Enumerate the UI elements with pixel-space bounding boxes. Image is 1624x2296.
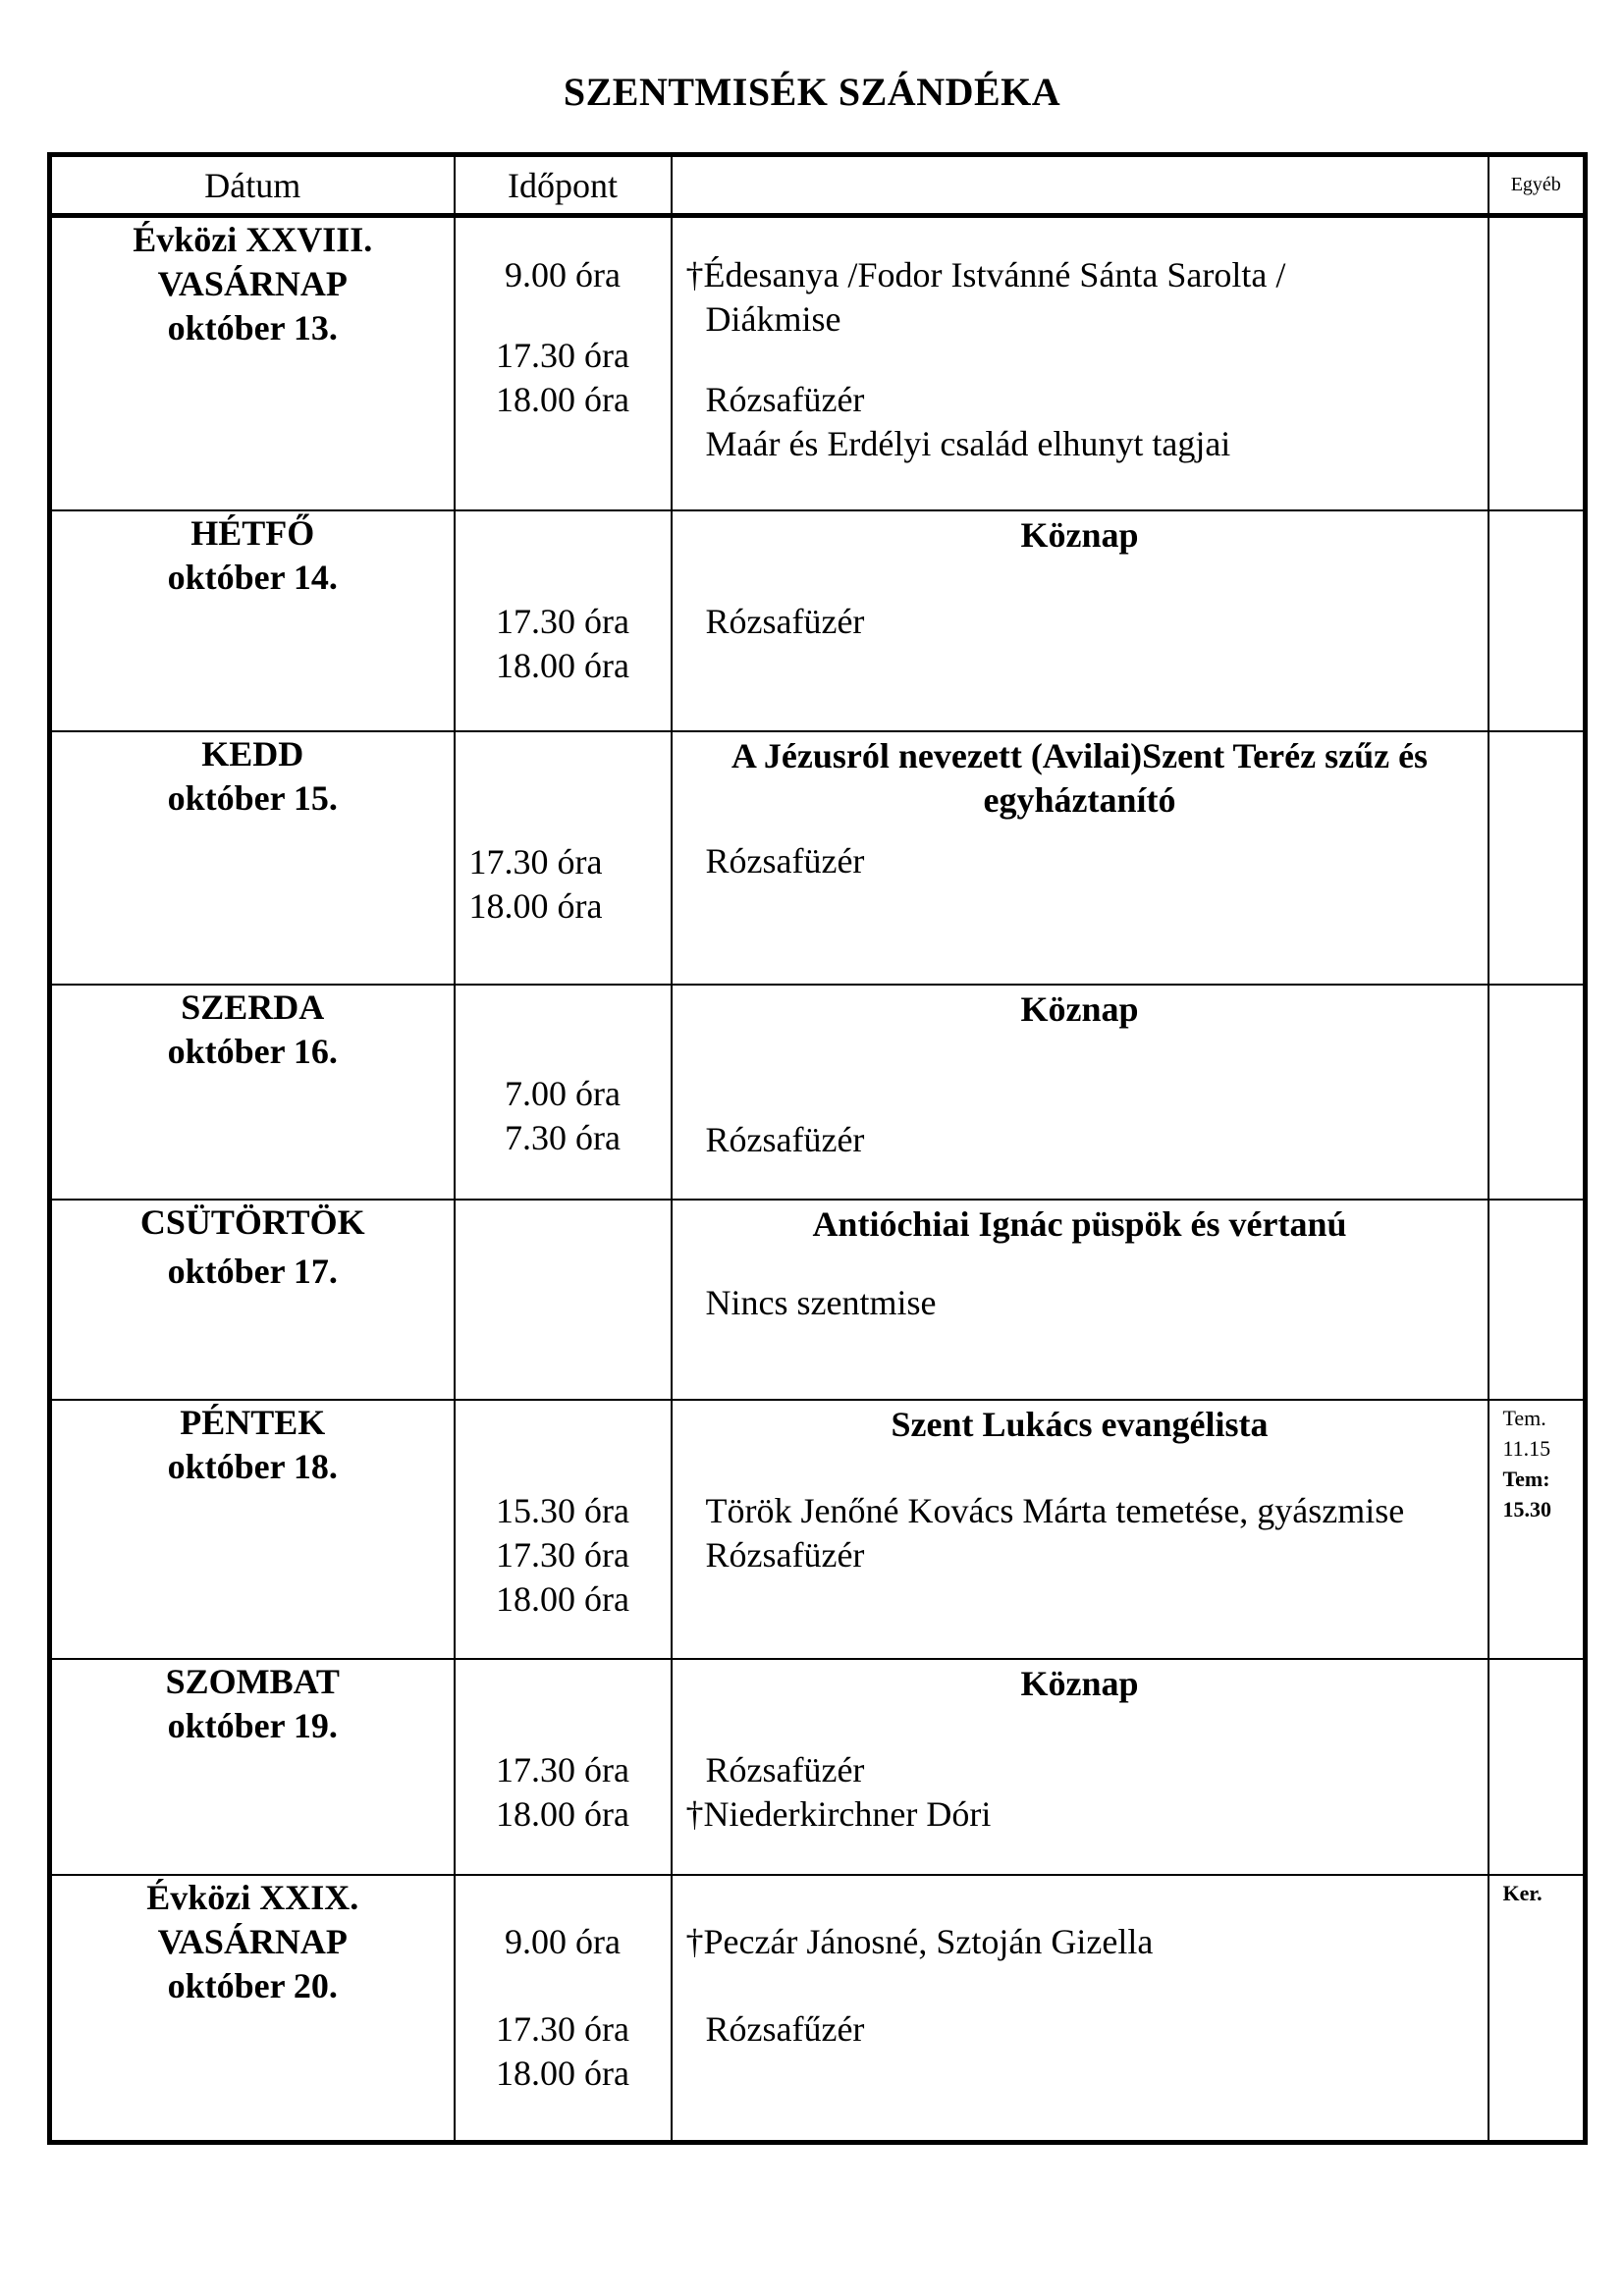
- intention-line: Rózsafüzér: [705, 840, 865, 881]
- table-row: [50, 1659, 1586, 1875]
- mass-schedule-table: [47, 152, 1588, 2145]
- intention-line: †Édesanya /Fodor Istvánné Sánta Sarolta /: [685, 255, 1286, 294]
- notes-cell: [1489, 1200, 1586, 1400]
- intention-cell: [672, 216, 1489, 510]
- day-name: SZOMBAT: [165, 1661, 340, 1701]
- day-cell: [50, 510, 455, 731]
- time-entry: 18.00 óra: [496, 1578, 629, 1619]
- header-content: [672, 155, 1489, 216]
- intention-cell: [672, 1400, 1489, 1659]
- time-entry: 18.00 óra: [468, 885, 603, 926]
- day-date: október 20.: [167, 1965, 338, 2005]
- time-entry: 7.00 óra: [505, 1073, 621, 1113]
- day-name: HÉTFŐ: [190, 512, 315, 553]
- time-entry: 17.30 óra: [496, 601, 629, 641]
- table-row: [50, 985, 1586, 1200]
- feast-title: Köznap: [1020, 988, 1139, 1029]
- time-entry: 18.00 óra: [496, 1793, 629, 1834]
- intention-cell: [672, 1200, 1489, 1400]
- notes-cell: [1489, 1659, 1586, 1875]
- day-name: CSÜTÖRTÖK: [139, 1201, 365, 1242]
- day-name: PÉNTEK: [180, 1402, 326, 1442]
- feast-title: Köznap: [1020, 514, 1139, 555]
- time-cell: [455, 1400, 672, 1659]
- header-time: Időpont: [455, 155, 672, 216]
- time-entry: 18.00 óra: [496, 2053, 629, 2093]
- time-cell: [455, 985, 672, 1200]
- table-row: [50, 1875, 1586, 2143]
- day-cell: [50, 1875, 455, 2143]
- day-cell: [50, 731, 455, 985]
- intention-line: Nincs szentmise: [705, 1282, 937, 1322]
- time-entry: 7.30 óra: [505, 1117, 621, 1157]
- note-text: Tem.: [1502, 1405, 1546, 1430]
- intention-line: Rózsafüzér: [705, 1534, 865, 1575]
- notes-cell: [1489, 510, 1586, 731]
- day-date: október 18.: [167, 1446, 338, 1486]
- day-cell: [50, 985, 455, 1200]
- intention-cell: [672, 1659, 1489, 1875]
- page-title: SZENTMISÉK SZÁNDÉKA: [563, 70, 1061, 114]
- time-entry: 17.30 óra: [496, 1534, 629, 1575]
- time-entry: 18.00 óra: [496, 645, 629, 685]
- intention-line: Rózsafüzér: [705, 601, 865, 641]
- time-entry: 17.30 óra: [496, 1749, 629, 1789]
- day-name: KEDD: [201, 733, 304, 774]
- time-cell: [455, 216, 672, 510]
- intention-line: Török Jenőné Kovács Márta temetése, gyászmise: [705, 1490, 1405, 1530]
- day-cell: [50, 1659, 455, 1875]
- day-date: október 14.: [167, 557, 338, 597]
- day-date: október 15.: [167, 777, 338, 818]
- day-name: Évközi XXIX.: [146, 1877, 359, 1917]
- intention-line: Rózsafüzér: [705, 1119, 865, 1159]
- day-cell: [50, 1200, 455, 1400]
- header-date: Dátum: [50, 155, 455, 216]
- intention-line: †Peczár Jánosné, Sztoján Gizella: [685, 1921, 1154, 1961]
- note-text: 11.15: [1502, 1435, 1551, 1461]
- table-row: [50, 1200, 1586, 1400]
- table-row: [50, 1400, 1586, 1659]
- intention-cell: [672, 985, 1489, 1200]
- intention-line: Maár és Erdélyi család elhunyt tagjai: [705, 424, 1231, 463]
- intention-line: †Niederkirchner Dóri: [685, 1793, 992, 1834]
- header-other: Egyéb: [1489, 155, 1586, 216]
- day-date: október 13.: [167, 308, 338, 347]
- notes-cell: [1489, 1875, 1586, 2143]
- day-name-2: VASÁRNAP: [157, 1921, 348, 1961]
- intention-cell: [672, 731, 1489, 985]
- table-row: [50, 510, 1586, 731]
- intention-cell: [672, 1875, 1489, 2143]
- day-name: SZERDA: [181, 987, 325, 1027]
- feast-title: Szent Lukács evangélista: [891, 1404, 1269, 1444]
- day-cell: [50, 1400, 455, 1659]
- day-name-2: VASÁRNAP: [157, 264, 348, 303]
- notes-cell: [1489, 216, 1586, 510]
- time-cell: [455, 1200, 672, 1400]
- table-row: [50, 216, 1586, 510]
- time-cell: [455, 1875, 672, 2143]
- time-entry: 18.00 óra: [496, 380, 629, 419]
- intention-line: Rózsafüzér: [705, 380, 865, 419]
- time-entry: 17.30 óra: [496, 2008, 629, 2049]
- feast-title: Antióchiai Ignác püspök és vértanú: [812, 1203, 1347, 1244]
- day-cell: [50, 216, 455, 510]
- time-entry: 17.30 óra: [468, 841, 603, 881]
- header-row: [50, 155, 1586, 216]
- intention-line: Rózsafüzér: [705, 1749, 865, 1789]
- table-row: [50, 731, 1586, 985]
- day-date: október 16.: [167, 1031, 338, 1071]
- time-entry: 15.30 óra: [496, 1490, 629, 1530]
- time-entry: 17.30 óra: [496, 336, 629, 375]
- note-text: Tem:: [1502, 1466, 1550, 1491]
- time-entry: 9.00 óra: [505, 255, 621, 294]
- intention-cell: [672, 510, 1489, 731]
- intention-line: Rózsafűzér: [705, 2008, 865, 2049]
- day-date: október 19.: [167, 1705, 338, 1745]
- notes-cell: [1489, 985, 1586, 1200]
- time-cell: [455, 510, 672, 731]
- time-cell: [455, 1659, 672, 1875]
- feast-title: Köznap: [1020, 1663, 1139, 1703]
- time-entry: 9.00 óra: [505, 1921, 621, 1961]
- note-text: 15.30: [1502, 1496, 1551, 1522]
- note-text: Ker.: [1502, 1880, 1543, 1905]
- feast-title: A Jézusról nevezett (Avilai)Szent Teréz szűz és egyháztanító: [731, 735, 1429, 820]
- notes-cell: [1489, 731, 1586, 985]
- day-date: október 17.: [167, 1251, 338, 1291]
- time-cell: [455, 731, 672, 985]
- notes-cell: [1489, 1400, 1586, 1659]
- intention-line: Diákmise: [705, 299, 841, 339]
- day-name: Évközi XXVIII.: [133, 220, 373, 259]
